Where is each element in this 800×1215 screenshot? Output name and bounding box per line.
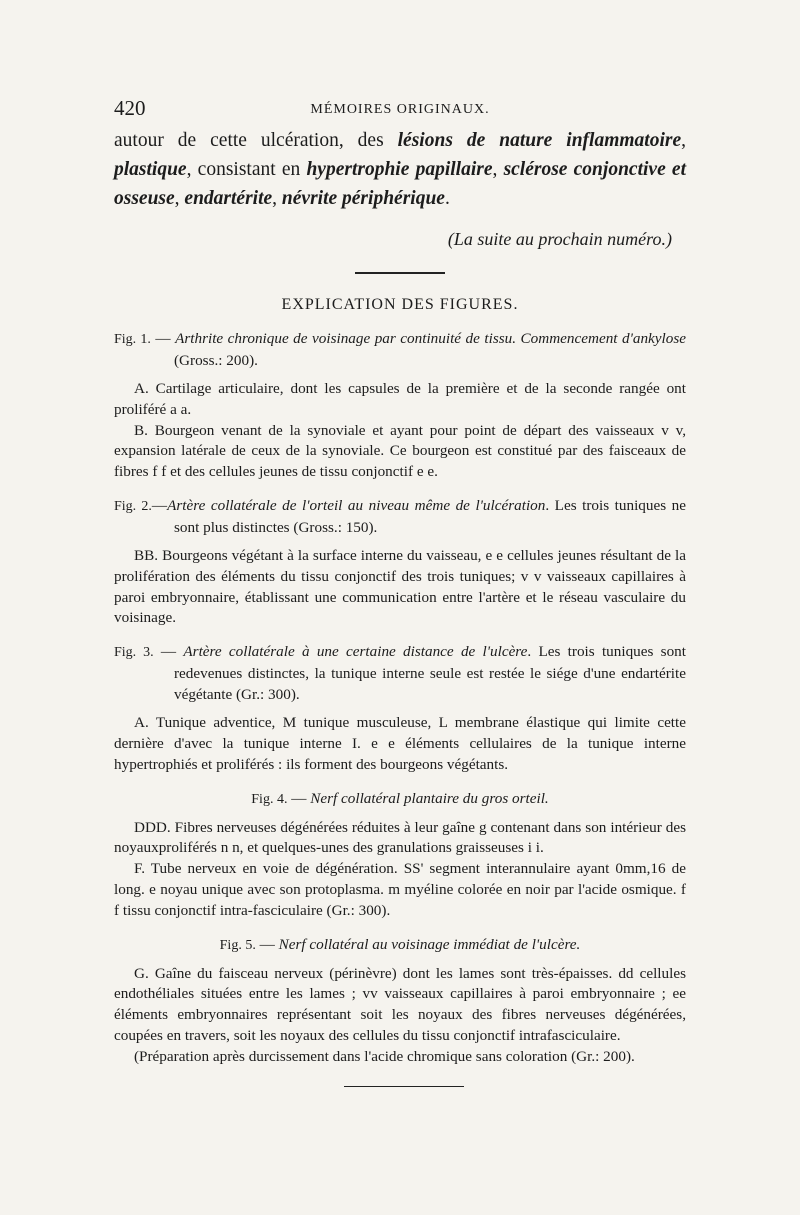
intro-text: ,: [681, 130, 686, 151]
figure-2-paragraph: BB. Bourgeons végétant à la surface interne du vaisseau, e e cellules jeunes résultant de la prolifération des éléments du tissu conjonctif des trois tuniques; v v vaisseaux capillaires à paroi embryonnaire, établissant une communication entre l'artère et le réseau vasculaire du voisinage.: [114, 546, 686, 627]
figure-1-caption: [114, 328, 686, 371]
intro-text: ,: [492, 159, 504, 180]
intro-text: autour de cette ulcération, des: [114, 130, 398, 151]
section-title: EXPLICATION DES FIGURES.: [281, 296, 519, 313]
page: [114, 92, 686, 1087]
intro-text: ,: [174, 188, 185, 209]
figure-label: Fig. 1.: [114, 332, 151, 347]
figure-caption-rest: . Les trois tuniques sont redevenues distinctes, la tunique interne seule est restée le siége d'une endartérite végétante (Gr.: 300).: [174, 643, 687, 704]
figure-1-paragraph: B. Bourgeon venant de la synoviale et ayant pour point de départ des vaisseaux v v, expansion latérale de ceux de la synoviale. Ce bourgeon est constitué par des faisceaux de fibres f f et des cellules jeunes de tissu conjonctif e e.: [114, 421, 686, 481]
to-be-continued: (La suite au prochain numéro.): [447, 229, 672, 249]
figure-title: Nerf collatéral plantaire du gros orteil.: [310, 789, 549, 807]
intro-emphasis: névrite périphérique: [281, 188, 445, 209]
figure-label: Fig. 4.: [251, 791, 288, 807]
intro-emphasis: plastique: [114, 159, 187, 180]
intro-text: , consistant en: [186, 159, 307, 180]
figure-3-caption: [114, 641, 686, 705]
figure-title: Arthrite chronique de voisinage par continuité de tissu. Commencement d'ankylose: [175, 330, 686, 347]
figure-4-paragraph: F. Tube nerveux en voie de dégénération. SS' segment interannulaire ayant 0mm,16 de long. e noyau unique avec son protoplasma. m myéline colorée en noir par l'acide osmique. f f tissu conjonctif intra-fasciculaire (Gr.: 300).: [114, 860, 686, 919]
figure-label: Fig. 3.: [114, 645, 154, 661]
figure-4-caption: [114, 788, 686, 810]
figure-label: Fig. 5.: [219, 937, 256, 953]
intro-emphasis: lésions de nature inflammatoire: [397, 130, 682, 151]
figure-5-paragraph: (Préparation après durcissement dans l'acide chromique sans coloration (Gr.: 200).: [134, 1047, 635, 1065]
figure-label: Fig. 2.: [114, 498, 152, 514]
figure-5-paragraph: G. Gaîne du faisceau nerveux (périnèvre) dont les lames sont très-épaisses. dd cellules endothéliales situées entre les lames ; vv vaisseaux capillaires à paroi embryonnaire ; ee éléments embryonnaires représentant soit les noyaux des fibres nerveuses dégénérées, coupées en travers, soit les noyaux des cellules du tissu conjonctif intrafasciculaire.: [114, 964, 686, 1044]
figure-title: Artère collatérale de l'orteil au niveau même de l'ulcération: [167, 496, 546, 514]
caption-dash: —: [150, 330, 176, 347]
closing-divider: [344, 1086, 464, 1087]
figure-title: Artère collatérale à une certaine distance de l'ulcère: [183, 643, 528, 661]
figure-caption-rest: (Gross.: 200).: [174, 352, 258, 369]
page-header: [114, 92, 686, 126]
intro-text: .: [444, 188, 450, 209]
page-number: 420: [114, 96, 146, 120]
intro-emphasis: hypertrophie papillaire: [306, 159, 493, 180]
intro-emphasis: endartérite: [184, 188, 273, 209]
figure-4-paragraph: DDD. Fibres nerveuses dégénérées réduites à leur gaîne g contenant dans son intérieur des noyauxproliférés n n, et quelques-unes des granulations graisseuses i i.: [114, 818, 686, 857]
figure-1-paragraph: A. Cartilage articulaire, dont les capsules de la première et de la seconde rangée ont proliféré a a.: [114, 380, 686, 418]
caption-dash: —: [151, 496, 168, 514]
figure-2-caption: [114, 495, 686, 538]
caption-dash: —: [153, 643, 184, 661]
intro-text: ,: [272, 188, 282, 209]
caption-dash: —: [287, 789, 311, 807]
running-title: MÉMOIRES ORIGINAUX.: [310, 102, 490, 117]
intro-emphasis: sclérose conjonctive et osseuse: [114, 159, 686, 209]
figure-caption-rest: . Les trois tuniques ne sont plus distinctes (Gross.: 150).: [174, 496, 686, 536]
figure-title: Nerf collatéral au voisinage immédiat de l'ulcère.: [278, 935, 581, 953]
figure-3-paragraph: A. Tunique adventice, M tunique musculeuse, L membrane élastique qui limite cette dernière d'avec la tunique interne I. e e éléments cellulaires de la tunique interne hypertrophiés et proliférés : ils forment des bourgeons végétants.: [114, 714, 686, 773]
figure-5-caption: [114, 934, 686, 956]
caption-dash: —: [255, 935, 279, 953]
intro-paragraph: [114, 126, 686, 213]
section-divider: [355, 272, 445, 274]
